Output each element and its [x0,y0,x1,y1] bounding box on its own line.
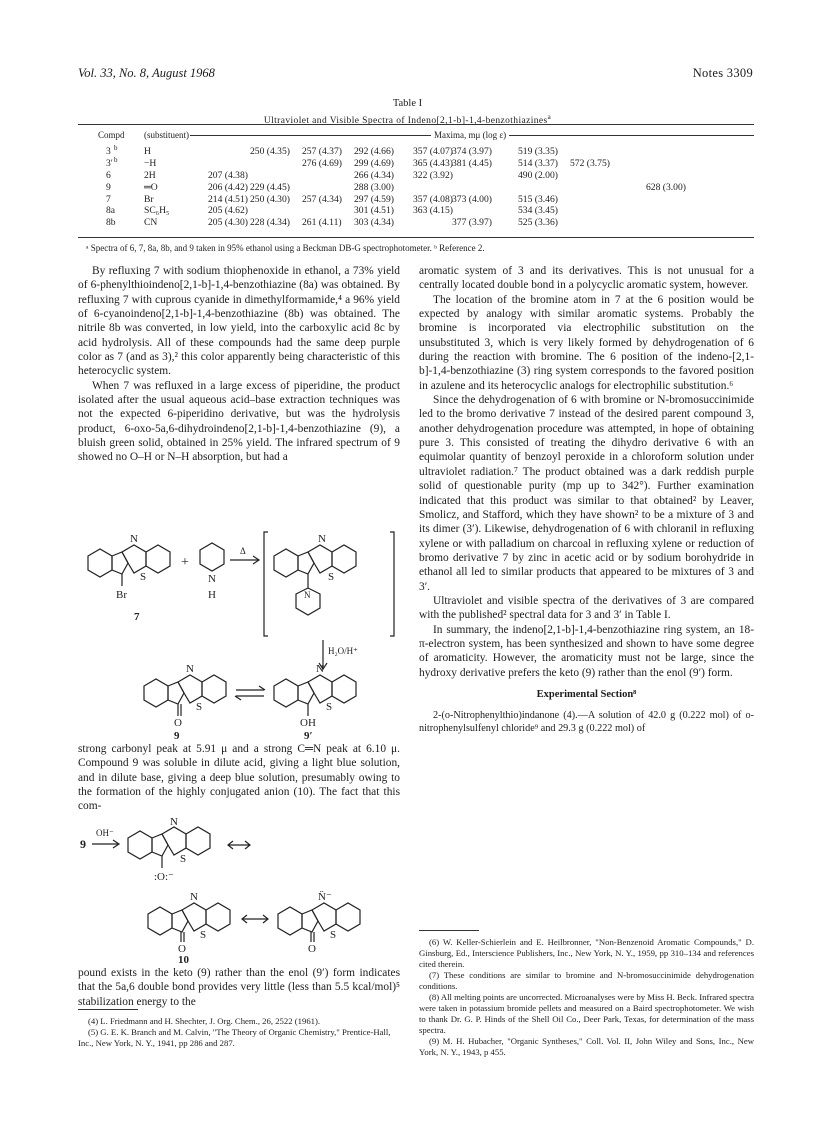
cell-compd: 3 [106,146,111,157]
label-n-pip-int: N [304,590,311,600]
cell-maximum: 534 (3.45) [518,205,558,217]
label-n-7: N [130,533,138,545]
right-paragraph-4: Ultraviolet and visible spectra of the derivatives of 3 are compared with the published² spectral data for 3 and 3′ in Table I. [419,594,754,622]
table-row [78,170,754,182]
label-n-anion-b: N [190,891,198,903]
label-n-int: N [318,533,326,545]
table-row [78,217,754,229]
label-n-9p: N [316,663,324,675]
label-compound-9: 9 [174,730,180,740]
cell-maximum: 303 (4.34) [354,217,394,229]
running-head [78,66,753,82]
table-subtitle-text: Ultraviolet and Visible Spectra of Indeno[2,1-b]-1,4-benzothiazines [263,116,548,127]
left-paragraph-2: When 7 was refluxed in a large excess of piperidine, the product isolated after the usual aqueous acid–base extraction techniques was not the expected 6-piperidino derivative, but was the hydrolysis product, 6-oxo-5a,6-dihydroindeno[2,1-b]-1,4-benzothiazine (9), a bluish green solid, obtained in 25% yield. The infrared spectrum of 9 showed no O–H or N–H absorption, but had a [78,379,400,464]
cell-compd-mark: b [114,155,118,164]
cell-compd: 7 [106,193,111,205]
cell-maximum: 299 (4.69) [354,157,394,169]
reference-9: (9) M. H. Hubacher, "Organic Syntheses," Coll. Vol. II, John Wiley and Sons, Inc., New York, N. Y., 1943, p 455. [419,1036,754,1057]
cell-compd: 8a [106,205,116,217]
table-row [78,155,754,170]
table-bottom-rule [78,237,754,238]
page-number: Notes 3309 [692,66,753,80]
table-row [78,205,754,217]
label-compound-9p: 9′ [304,730,313,740]
label-plus: + [181,555,189,570]
cell-maximum: 206 (4.42) [208,181,248,193]
bracket-right [390,532,394,636]
cell-maximum: 322 (3.92) [413,169,453,181]
structure-9-prime [274,675,356,716]
label-o-anion-c: O [308,943,316,955]
cell-maximum: 357 (4.07) [413,146,453,157]
label-o-minus: :O:⁻ [154,871,174,883]
right-paragraph-1: aromatic system of 3 and its derivatives. This is not unusual for a centrally located double bond in a polycyclic aromatic system, however. [419,265,754,292]
table-header [78,130,754,142]
label-n-anion-a: N [170,818,178,828]
cell-maximum: 628 (3.00) [646,181,686,193]
cell-maximum: 205 (4.30) [208,217,248,229]
right-paragraph-6: 2-(o-Nitrophenylthio)indanone (4).—A solution of 42.0 g (0.222 mol) of o-nitrophenylsulfenyl chloride⁹ and 29.3 g (0.222 mol) of [419,710,754,734]
right-footnote-rule [419,930,479,931]
cell-maximum: 381 (4.45) [452,157,492,169]
label-n-anion-c: N̈⁻ [318,891,332,903]
experimental-heading: Experimental Section⁸ [536,688,637,700]
label-oh-9p: OH [300,717,316,729]
label-h2o: H₂O/H⁺ [328,646,358,656]
left-paragraph-4: pound exists in the keto (9) rather than the enol (9′) form indicates that the 5a,6 double bond provides very little (less than 5.5 kcal/mol)⁵ stabilization energy to the [78,967,400,1008]
label-o-9: O [174,717,182,729]
left-paragraph-3: strong carbonyl peak at 5.91 μ and a strong C═N peak at 6.10 μ. Compound 9 was soluble in dilute acid, giving a light blue solution, and in dilute base, giving a deep blue solution, presumably owing to the formation of the highly conjugated anion (10). The fact that this com- [78,743,400,813]
label-delta: Δ [240,546,246,556]
label-compound-7: 7 [134,611,140,623]
cell-maximum: 301 (4.51) [354,205,394,217]
col-compd: Compd [98,130,125,140]
table-subtitle-mark: a [547,113,552,121]
table-footnote: ᵃ Spectra of 6, 7, 8a, 8b, and 9 taken in 95% ethanol using a Beckman DB-G spectrophotometer. ᵇ Reference 2. [86,243,485,253]
label-n-pip: N [208,573,216,585]
cell-maximum: 250 (4.35) [250,146,290,157]
label-s-anion-c: S [330,929,337,941]
left-references [78,1016,400,1049]
cell-compd: 9 [106,181,111,193]
reference-7: (7) These conditions are similar to bromine and N-bromosuccinimide dehydrogenation conditions. [419,970,754,991]
right-column [419,264,754,735]
table-body [78,146,754,229]
structure-7 [88,545,170,586]
piperidine-ring [200,543,224,571]
cell-maximum: 207 (4.38) [208,169,248,181]
journal-volume: Vol. 33, No. 8, August 1968 [78,66,215,80]
reference-5: (5) G. E. K. Branch and M. Calvin, "The Theory of Organic Chemistry," Prentice-Hall, Inc., New York, N. Y., 1941, pp 286 and 287. [78,1027,391,1048]
table-row [78,146,754,158]
label-s-9: S [196,701,203,713]
cell-maximum: 205 (4.62) [208,205,248,217]
label-o-anion-b: O [178,943,186,955]
label-br: Br [116,589,127,601]
right-paragraph-3: Since the dehydrogenation of 6 with bromine or N-bromosuccinimide led to the bromo derivative 7 instead of the desired parent compound 3, another dehydrogenation procedure was attempted, in hope of obtaining pure 3. This consisted of treating the dihydro derivative 6 with an equimolar quantity of benzoyl peroxide in a chloroform solution under ultraviolet radiation.⁷ The product obtained was a dark reddish purple solid of questionable purity (mp up to 342°). Further examination indicated that this product was similar to that obtained² by Leaver, Smolicz, and Stafford, which they have shown² to be a mixture of 3 and its dimer (3′). Likewise, dehydrogenation of 6 with chloranil in refluxing xylene or with palladium on charcoal in refluxing xylene or reduction of bromo derivative 7 by zinc in acetic acid or by sodium borohydride in ethanol all led to similar products that appeared to be mixtures of 3 and 3′. [419,394,754,593]
table-title: Table I [392,98,423,109]
label-s-9p: S [326,701,333,713]
left-column-bottom [78,966,400,1009]
right-references [419,937,754,1058]
cell-maximum: 261 (4.11) [302,217,342,229]
structure-anion-c [278,903,360,942]
reference-4: (4) L. Friedmann and H. Shechter, J. Org. Chem., 26, 2522 (1961). [88,1016,321,1026]
right-paragraph-5: In summary, the indeno[2,1-b]-1,4-benzothiazine ring system, an 18-π-electron system, has been synthesized and shown to have some degree of aromaticity. However, the aromaticity must not be large, since the hydroxy derivative prefers the keto (9) rather than the enol (9′) form. [419,623,754,679]
label-s-int: S [328,571,335,583]
cell-maximum: 377 (3.97) [452,217,492,229]
cell-maximum: 257 (4.34) [302,193,342,205]
structure-9 [144,675,226,716]
cell-compd: 8b [106,217,116,229]
cell-maximum: 365 (4.43) [413,157,453,169]
label-n-9: N [186,663,194,675]
cell-maximum: 266 (4.34) [354,169,394,181]
cell-maximum: 228 (4.34) [250,217,290,229]
cell-maximum: 229 (4.45) [250,181,290,193]
cell-compd: 3′ [106,157,113,169]
left-footnote-rule [78,1009,138,1010]
cell-maximum: 214 (4.51) [208,193,248,205]
left-column-mid [78,742,400,814]
structure-anion-a [128,827,210,868]
label-s-anion-a: S [180,853,187,865]
cell-maximum: 292 (4.66) [354,146,394,157]
reference-6: (6) W. Keller-Schierlein and E. Heilbronner, "Non-Benzenoid Aromatic Compounds," D. Ginsburg, Ed., Interscience Publishers, Inc., New York, N. Y., 1959, pp 310–134 and references cited therein. [419,937,754,969]
cell-maximum: 373 (4.00) [452,193,492,205]
table-top-rule [78,124,754,125]
label-s-7: S [140,571,147,583]
label-9-start: 9 [80,837,86,851]
bracket-left [264,532,268,636]
cell-maximum: 288 (3.00) [354,181,394,193]
cell-maximum: 490 (2.00) [518,169,558,181]
cell-substituent: 2H [144,169,156,181]
structure-intermediate [274,545,356,615]
label-h-pip: H [208,589,216,601]
cell-compd: 6 [106,169,111,181]
cell-maximum: 250 (4.30) [250,193,290,205]
col-maxima: Maxima, mμ (log ε) [431,130,509,140]
col-substituent: (substituent) [144,130,189,140]
cell-maximum: 374 (3.97) [452,146,492,157]
left-paragraph-1: By refluxing 7 with sodium thiophenoxide in ethanol, a 73% yield of 6-phenylthioindeno[2,1-b]-1,4-benzothiazine (8a) was obtained. By refluxing 7 with cuprous cyanide in dimethylformamide,⁴ a 96% yield of 6-cyanoindeno[2,1-b]-1,4-benzothiazine (8b) was obtained. The nitrile 8b was converted, in low yield, into the carboxylic acid 8c by acid hydrolysis. All of these compounds had the same deep purple color as 7 (and as 3),² this color apparently being characteristic of this heterocyclic system. [78,265,400,378]
cell-substituent: CN [144,217,158,229]
cell-substituent: Br [144,193,154,205]
cell-maximum: 525 (3.36) [518,217,558,229]
left-column-top [78,264,400,465]
cell-maximum: 363 (4.15) [413,205,453,217]
label-s-anion-b: S [200,929,207,941]
cell-substituent: ═O [144,181,158,193]
cell-compd-mark: b [114,144,118,152]
cell-maximum: 515 (3.46) [518,193,558,205]
cell-maximum: 297 (4.59) [354,193,394,205]
cell-maximum: 357 (4.08) [413,193,453,205]
label-hydroxide: OH⁻ [96,828,114,838]
cell-substituent: SC₆H₅ [144,205,170,217]
structure-anion-b [148,903,230,942]
cell-substituent: H [144,146,151,157]
right-paragraph-2: The location of the bromine atom in 7 at the 6 position would be expected by analogy with similar aromatic systems. Probably the bromine is incorporated via electrophilic substitution on the unsubstituted 3, which is very likely formed by dehydrogenation of 6 during the reaction with bromine. The 6 position of the indeno-[2,1-b]-1,4-benzothiazine (3) ring system corresponds to the favored position in azulene and its heterocyclic analogs for electrophilic substitution.⁶ [419,293,754,392]
cell-maximum: 514 (3.37) [518,157,558,169]
cell-maximum: 572 (3.75) [570,157,610,169]
cell-maximum: 519 (3.35) [518,146,558,157]
cell-substituent: −H [144,157,157,169]
reaction-scheme-1 [78,528,400,740]
table-row [78,182,754,194]
cell-maximum: 257 (4.37) [302,146,342,157]
reaction-scheme-2 [78,818,400,964]
table-row [78,194,754,206]
cell-maximum: 276 (4.69) [302,157,342,169]
label-compound-10: 10 [178,954,189,964]
reference-8: (8) All melting points are uncorrected. Microanalyses were by Miss H. Beck. Infrared spectra were taken in potassium bromide pellets and measured on a Baird spectrophotometer. We wish to thank Dr. G. P. Hinds of the Shell Oil Co., Deer Park, Texas, for determination of the mass spectra. [419,992,754,1035]
